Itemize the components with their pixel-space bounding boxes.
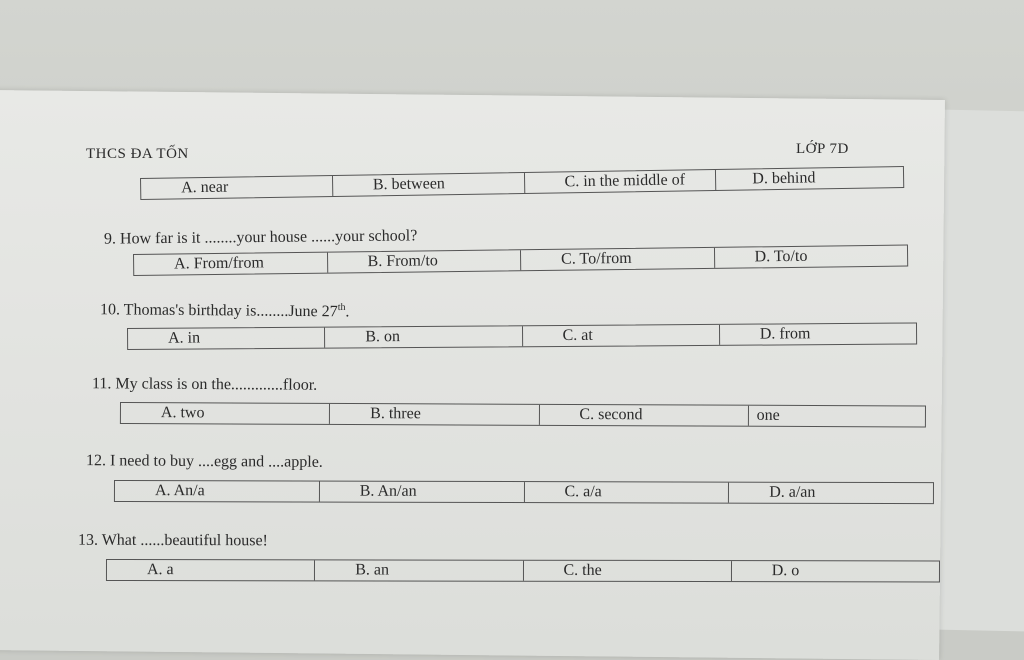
- q9-option-a[interactable]: A. From/from: [134, 253, 328, 275]
- q11-options: [120, 402, 926, 428]
- class-name: LỚP 7D: [796, 141, 849, 157]
- q10-option-c[interactable]: C. at: [522, 325, 719, 346]
- q10-option-b[interactable]: B. on: [325, 326, 522, 347]
- q12-option-a[interactable]: A. An/a: [115, 481, 320, 502]
- q12-option-b[interactable]: B. An/an: [320, 482, 525, 503]
- q12-option-d[interactable]: D. a/an: [769, 483, 816, 501]
- q13-option-c[interactable]: C. the: [523, 561, 731, 581]
- q8-option-b[interactable]: B. between: [333, 173, 525, 196]
- question-13: 13. What ......beautiful house!: [77, 531, 268, 550]
- question-12: 12. I need to buy ....egg and ....apple.: [85, 452, 323, 471]
- q11-option-c[interactable]: C. second: [539, 405, 748, 426]
- question-10-after: .: [345, 303, 350, 321]
- question-9: 9. How far is it ........your house ......your school?: [103, 227, 418, 248]
- q10-option-d[interactable]: D. from: [759, 325, 811, 343]
- question-10-text: 10. Thomas's birthday is........June 27: [99, 301, 338, 321]
- q13-option-b[interactable]: B. an: [315, 560, 523, 580]
- q12-option-c[interactable]: C. a/a: [524, 482, 729, 503]
- q11-option-b[interactable]: B. three: [330, 404, 539, 425]
- q13-option-a[interactable]: A. a: [107, 560, 315, 580]
- question-10: [100, 300, 350, 322]
- q8-option-a[interactable]: A. near: [141, 176, 333, 199]
- question-10-sup: th: [337, 301, 346, 314]
- q10-option-a[interactable]: A. in: [128, 328, 325, 349]
- q12-options: [114, 480, 934, 504]
- q8-option-d[interactable]: D. behind: [752, 169, 816, 188]
- q8-option-c[interactable]: C. in the middle of: [524, 170, 716, 193]
- q13-option-d[interactable]: D. o: [771, 562, 800, 580]
- q13-options: [106, 559, 940, 582]
- school-name: THCS ĐA TỐN: [86, 146, 189, 162]
- q9-option-d[interactable]: D. To/to: [754, 247, 808, 266]
- q9-option-b[interactable]: B. From/to: [327, 250, 521, 272]
- q11-option-a[interactable]: A. two: [121, 403, 330, 424]
- q11-option-d[interactable]: one: [756, 406, 780, 424]
- q9-option-c[interactable]: C. To/from: [521, 248, 715, 270]
- question-11: 11. My class is on the.............floor.: [91, 375, 318, 394]
